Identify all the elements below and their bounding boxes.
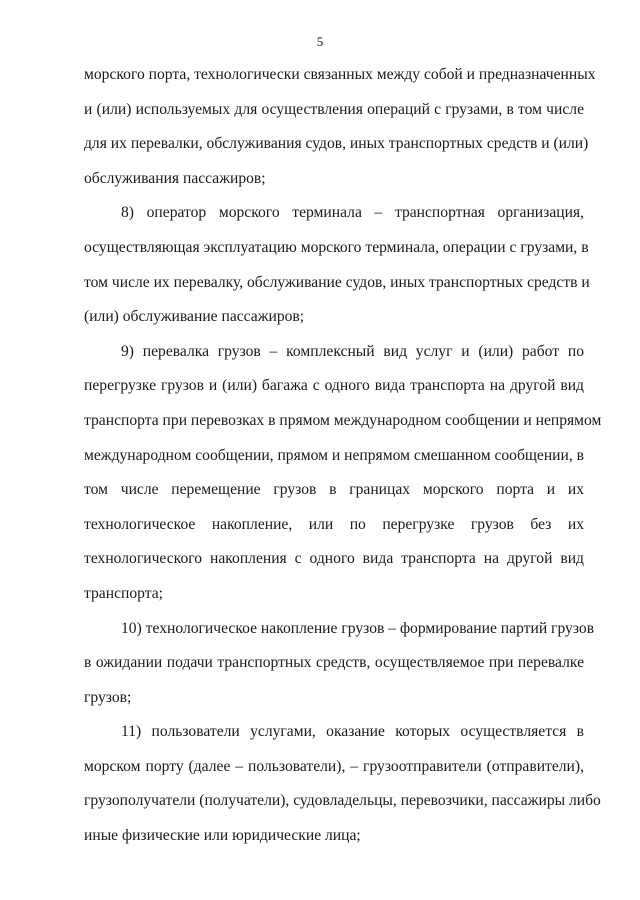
text-line: обслуживания пассажиров;: [84, 169, 266, 187]
text-line: технологического накопления с одного вида транспорта на другой вид: [84, 550, 584, 568]
text-line: том числе их перевалку, обслуживание судов, иных транспортных средств и: [84, 273, 590, 291]
text-line: перегрузке грузов и (или) багажа с одного вида транспорта на другой вид: [84, 377, 584, 395]
paragraph-item-10-line: 10) технологическое накопление грузов – формирование партий грузов: [121, 619, 595, 637]
text-line: международном сообщении, прямом и непрямом смешанном сообщении, в: [84, 446, 585, 464]
paragraph-item-9-line: 9) перевалка грузов – комплексный вид услуг и (или) работ по: [121, 342, 584, 360]
text-line: и (или) используемых для осуществления операций с грузами, в том числе: [84, 100, 584, 118]
text-line: осуществляющая эксплуатацию морского терминала, операции с грузами, в: [84, 238, 589, 256]
text-line: транспорта при перевозках в прямом международном сообщении и непрямом: [84, 411, 602, 429]
page-number: 5: [316, 34, 324, 49]
text-line: для их перевалки, обслуживания судов, иных транспортных средств и (или): [84, 135, 589, 153]
paragraph-item-8-line: 8) оператор морского терминала – транспортная организация,: [121, 204, 584, 222]
text-line: том числе перемещение грузов в границах морского порта и их: [84, 481, 584, 499]
text-line: грузов;: [84, 688, 132, 706]
text-line: морского порта, технологически связанных между собой и предназначенных: [84, 66, 596, 83]
text-line: морском порту (далее – пользователи), – грузоотправители (отправители),: [84, 757, 584, 775]
document-body: [84, 58, 602, 854]
paragraph-item-11-line: 11) пользователи услугами, оказание которых осуществляется в: [121, 723, 584, 741]
text-line: иные физические или юридические лица;: [84, 827, 361, 845]
text-line: транспорта;: [84, 584, 163, 602]
text-line: (или) обслуживание пассажиров;: [84, 308, 305, 326]
text-line: технологическое накопление, или по перегрузке грузов без их: [84, 515, 584, 533]
text-line: в ожидании подачи транспортных средств, осуществляемое при перевалке: [84, 654, 584, 672]
text-line: грузополучатели (получатели), судовладельцы, перевозчики, пассажиры либо: [84, 792, 601, 810]
